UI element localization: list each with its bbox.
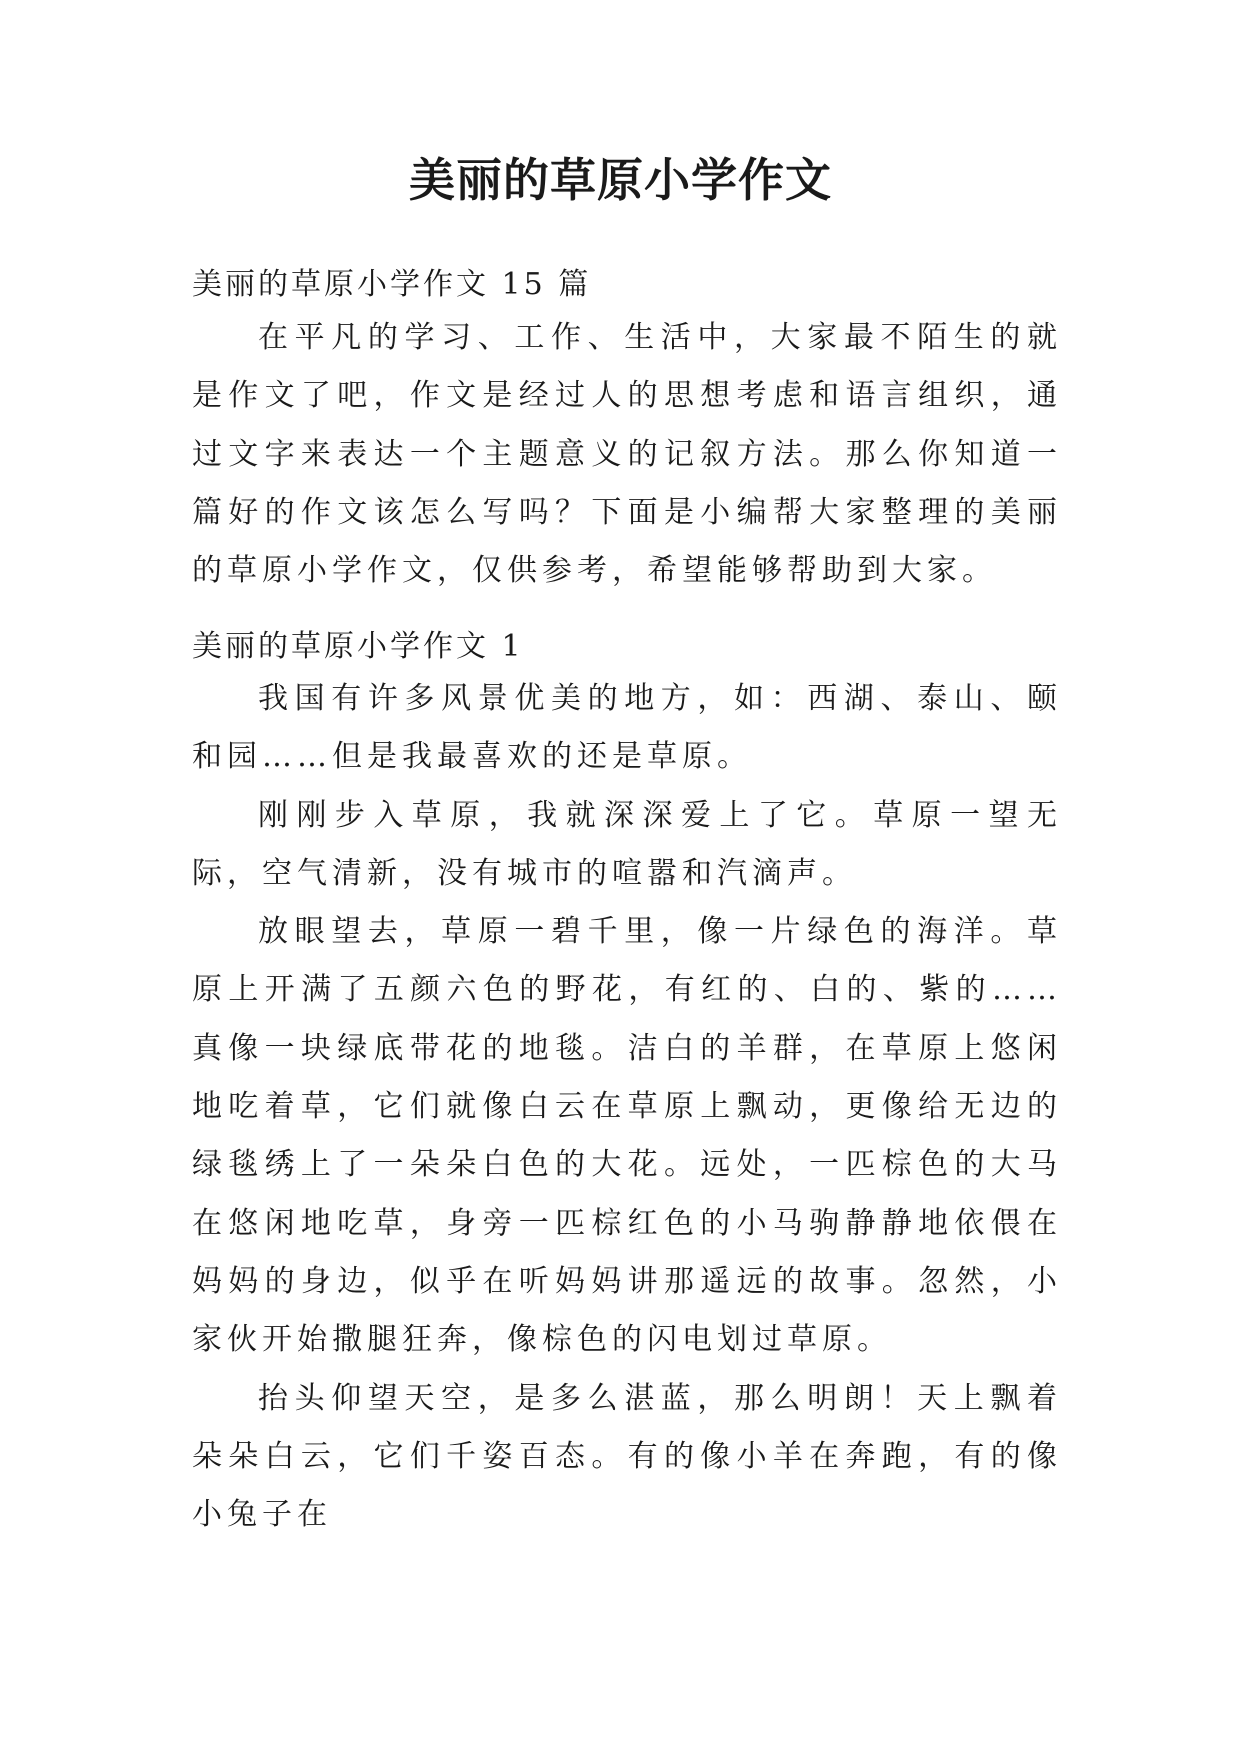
essay-1-paragraph: 刚刚步入草原，我就深深爱上了它。草原一望无际，空气清新，没有城市的喧嚣和汽滴声。 [192, 797, 1062, 891]
intro-paragraph: 在平凡的学习、工作、生活中，大家最不陌生的就是作文了吧，作文是经过人的思想考虑和语言组织，通过文字来表达一个主题意义的记叙方法。那么你知道一篇好的作文该怎么写吗？下面是小编帮大家整理的美丽的草原小学作文，仅供参考，希望能够帮助到大家。 [192, 320, 1062, 589]
document-title: 美丽的草原小学作文 [409, 153, 832, 207]
essay-1-body [192, 670, 1062, 1544]
intro-block [192, 309, 1062, 600]
essay-1-paragraph: 抬头仰望天空，是多么湛蓝，那么明朗！天上飘着朵朵白云，它们千姿百态。有的像小羊在奔跑，有的像小兔子在 [192, 1380, 1062, 1533]
collection-subtitle: 美丽的草原小学作文 15 篇 [192, 267, 592, 302]
essay-1-paragraph: 我国有许多风景优美的地方，如：西湖、泰山、颐和园……但是我最喜欢的还是草原。 [192, 681, 1062, 775]
essay-1-paragraph: 放眼望去，草原一碧千里，像一片绿色的海洋。草原上开满了五颜六色的野花，有红的、白的、紫的……真像一块绿底带花的地毯。洁白的羊群，在草原上悠闲地吃着草，它们就像白云在草原上飘动，更像给无边的绿毯绣上了一朵朵白色的大花。远处，一匹棕色的大马在悠闲地吃草，身旁一匹棕红色的小马驹静静地依偎在妈妈的身边，似乎在听妈妈讲那遥远的故事。忽然，小家伙开始撒腿狂奔，像棕色的闪电划过草原。 [192, 914, 1062, 1358]
essay-1-heading: 美丽的草原小学作文 1 [192, 629, 524, 664]
